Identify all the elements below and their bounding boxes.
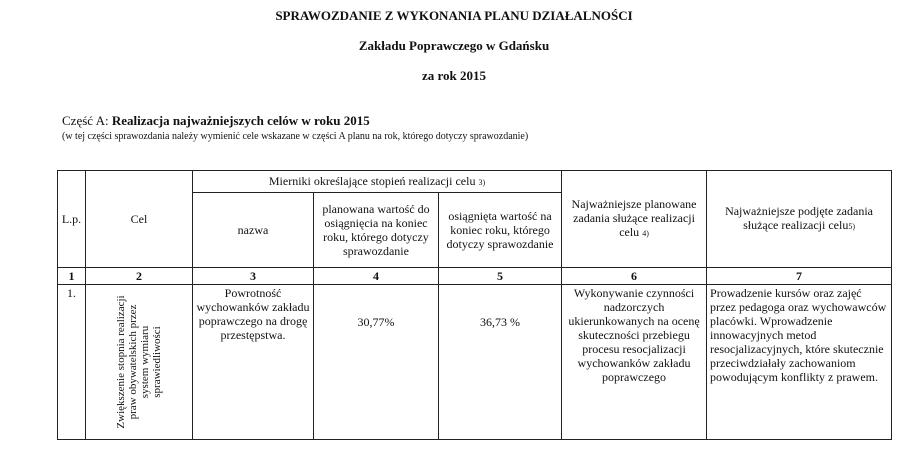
row-zadania-podjete: Prowadzenie kursów oraz zajęć przez pedagoga oraz wychowawców placówki. Wprowadzenie innowacyjnych metod resocjalizacyjnych, które skutecznie przeciwdziałały zachowaniom powodującym konflikty z prawem. — [707, 285, 892, 440]
row-zadania-planowane: Wykonywanie czynności nadzorczych ukierunkowanych na ocenę skuteczności przebiegu procesu resocjalizacji wychowanków zakładu poprawczego — [562, 285, 707, 440]
header-lp: L.p. — [58, 171, 86, 268]
report-year: za rok 2015 — [421, 68, 487, 83]
part-heading — [62, 113, 370, 129]
footnote-4: 4) — [642, 229, 649, 238]
col-number: 5 — [439, 268, 562, 285]
row-cel — [86, 285, 193, 440]
report-unit: Zakładu Poprawczego w Gdańsku — [358, 38, 550, 53]
col-number: 1 — [58, 268, 86, 285]
footnote-3: 3) — [478, 177, 486, 187]
header-zadania-podjete-label: Najważniejsze podjęte zadania służące realizacji celu — [725, 204, 873, 232]
header-zadania-podjete — [707, 171, 892, 268]
col-number: 2 — [86, 268, 193, 285]
header-planowana: planowana wartość do osiągnięcia na koniec roku, którego dotyczy sprawozdanie — [314, 193, 439, 268]
table-row — [58, 285, 892, 440]
footnote-5: 5) — [848, 222, 855, 231]
part-note: (w tej części sprawozdania należy wymienić cele wskazane w części A planu na rok, którego dotyczy sprawozdanie) — [62, 131, 529, 142]
row-osiagnieta: 36,73 % — [439, 285, 562, 440]
header-cel: Cel — [86, 171, 193, 268]
goals-table — [57, 170, 892, 440]
header-osiagnieta: osiągnięta wartość na koniec roku, którego dotyczy sprawozdanie — [439, 193, 562, 268]
header-zadania-planowane-label: Najważniejsze planowane zadania służące realizacji celu — [571, 197, 697, 239]
part-title: Realizacja najważniejszych celów w roku 2015 — [111, 113, 370, 128]
row-lp: 1. — [58, 285, 86, 440]
header-mierniki-label: Mierniki określające stopień realizacji celu — [268, 173, 476, 188]
header-nazwa: nazwa — [193, 193, 314, 268]
header-zadania-planowane — [562, 171, 707, 268]
part-prefix: Część A: — [62, 113, 109, 128]
col-number: 6 — [562, 268, 707, 285]
col-number: 4 — [314, 268, 439, 285]
col-number: 7 — [707, 268, 892, 285]
row-cel-text: Zwiększenie stopnia realizacji praw obywatelskich przez system wymiaru sprawiedliwości — [115, 295, 163, 429]
row-planowana: 30,77% — [314, 285, 439, 440]
header-mierniki — [193, 171, 562, 193]
row-nazwa: Powrotność wychowanków zakładu poprawczego na drogę przestępstwa. — [193, 285, 314, 440]
col-number: 3 — [193, 268, 314, 285]
report-title: SPRAWOZDANIE Z WYKONANIA PLANU DZIAŁALNOŚCI — [275, 8, 633, 23]
